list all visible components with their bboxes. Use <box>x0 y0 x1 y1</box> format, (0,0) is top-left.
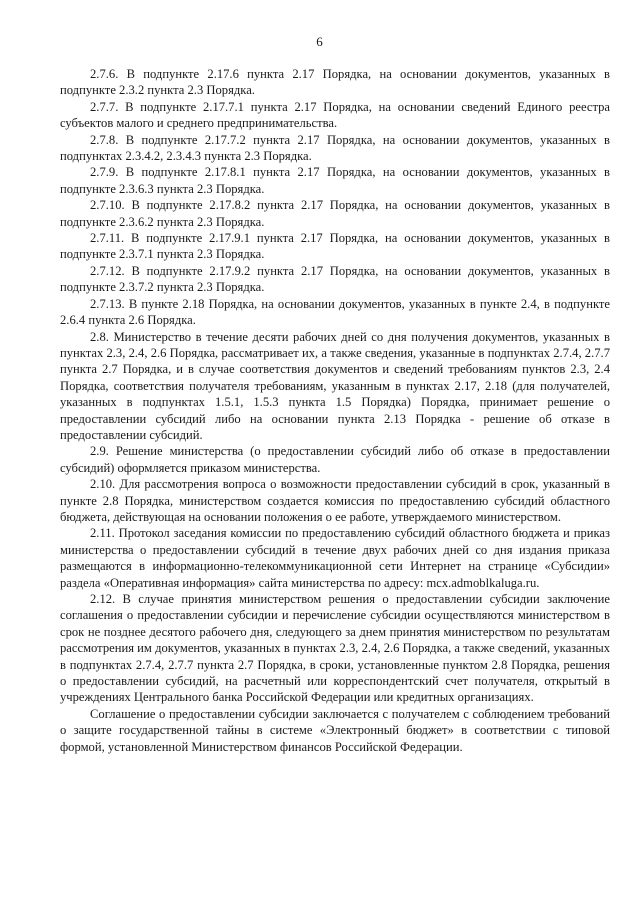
paragraph-agreement: Соглашение о предоставлении субсидии заключается с получателем с соблюдением требований о защите государственной тайны в системе «Электронный бюджет» в соответствии с типовой формой, установленной Министерством финансов Российской Федерации. <box>60 706 610 754</box>
paragraph-2-7-6: 2.7.6. В подпункте 2.17.6 пункта 2.17 Порядка, на основании документов, указанных в подпункте 2.3.2 пункта 2.3 Порядка. <box>60 67 610 98</box>
document-body <box>60 66 610 755</box>
paragraph-2-11: 2.11. Протокол заседания комиссии по предоставлению субсидий областного бюджета и приказ министерства о предоставлении субсидий в течение двух рабочих дней со дня издания приказа размещаются в информационно-телекоммуникационной сети Интернет на странице «Субсидии» раздела «Оперативная информация» сайта министерства по адресу: mcx.admoblkaluga.ru. <box>60 526 610 590</box>
paragraph-2-8: 2.8. Министерство в течение десяти рабочих дней со дня получения документов, указанных в пунктах 2.3, 2.4, 2.6 Порядка, рассматривает их, а также сведения, указанные в подпунктах 2.7.4, 2.7.7 пункта 2.7 Порядка, и в случае соответствия документов и сведений требованиям пунктов 2.3, 2.4 Порядка, соответствия получателя требованиям, указанным в пунктах 2.17, 2.18 (для получателей, указанных в подпунктах 1.5.1, 1.5.3 пункта 1.5 Порядка) Порядка, принимает решение о предоставлении субсидий либо на основании пункта 2.13 Порядка - решение об отказе в предоставлении субсидий. <box>60 329 610 442</box>
page-number: 6 <box>316 34 323 49</box>
paragraph-2-7-13: 2.7.13. В пункте 2.18 Порядка, на основании документов, указанных в пункте 2.4, в подпункте 2.6.4 пункта 2.6 Порядка. <box>60 296 610 328</box>
paragraph-2-10: 2.10. Для рассмотрения вопроса о возможности предоставлении субсидий в срок, указанный в пункте 2.8 Порядка, министерством создается комиссия по предоставлению субсидий областного бюджета, действующая на основании положения о ее работе, утверждаемого министерством. <box>60 477 610 524</box>
paragraph-2-9: 2.9. Решение министерства (о предоставлении субсидий либо об отказе в предоставлении субсидий) оформляется приказом министерства. <box>60 444 610 475</box>
paragraph-2-7-9: 2.7.9. В подпункте 2.17.8.1 пункта 2.17 Порядка, на основании документов, указанных в подпункте 2.3.6.3 пункта 2.3 Порядка. <box>60 165 610 196</box>
paragraph-2-7-12: 2.7.12. В подпункте 2.17.9.2 пункта 2.17 Порядка, на основании документов, указанных в подпункте 2.3.7.2 пункта 2.3 Порядка. <box>60 263 610 295</box>
paragraph-2-7-8: 2.7.8. В подпункте 2.17.7.2 пункта 2.17 Порядка, на основании документов, указанных в подпунктах 2.3.4.2, 2.3.4.3 пункта 2.3 Порядка. <box>60 132 610 164</box>
paragraph-2-7-10: 2.7.10. В подпункте 2.17.8.2 пункта 2.17 Порядка, на основании документов, указанных в подпункте 2.3.6.2 пункта 2.3 Порядка. <box>60 198 610 229</box>
paragraph-2-7-7: 2.7.7. В подпункте 2.17.7.1 пункта 2.17 Порядка, на основании сведений Единого реестра субъектов малого и среднего предпринимательства. <box>60 99 610 131</box>
paragraph-2-7-11: 2.7.11. В подпункте 2.17.9.1 пункта 2.17 Порядка, на основании документов, указанных в подпункте 2.3.7.1 пункта 2.3 Порядка. <box>60 231 610 262</box>
paragraph-2-12: 2.12. В случае принятия министерством решения о предоставлении субсидии заключение соглашения о предоставлении субсидии и перечисление субсидии осуществляются министерством в срок не позднее десятого рабочего дня, следующего за днем принятия министерством по результатам рассмотрения им документов, указанных в пунктах 2.3, 2.4, 2.6 Порядка, а также сведений, указанных в подпунктах 2.7.4, 2.7.7 пункта 2.7 Порядка, в сроки, установленные пунктом 2.8 Порядка, решения о предоставлении субсидий, на расчетный или корреспондентский счет получателя, открытый в учреждениях Центрального банка Российской Федерации или кредитных организациях. <box>60 592 610 705</box>
